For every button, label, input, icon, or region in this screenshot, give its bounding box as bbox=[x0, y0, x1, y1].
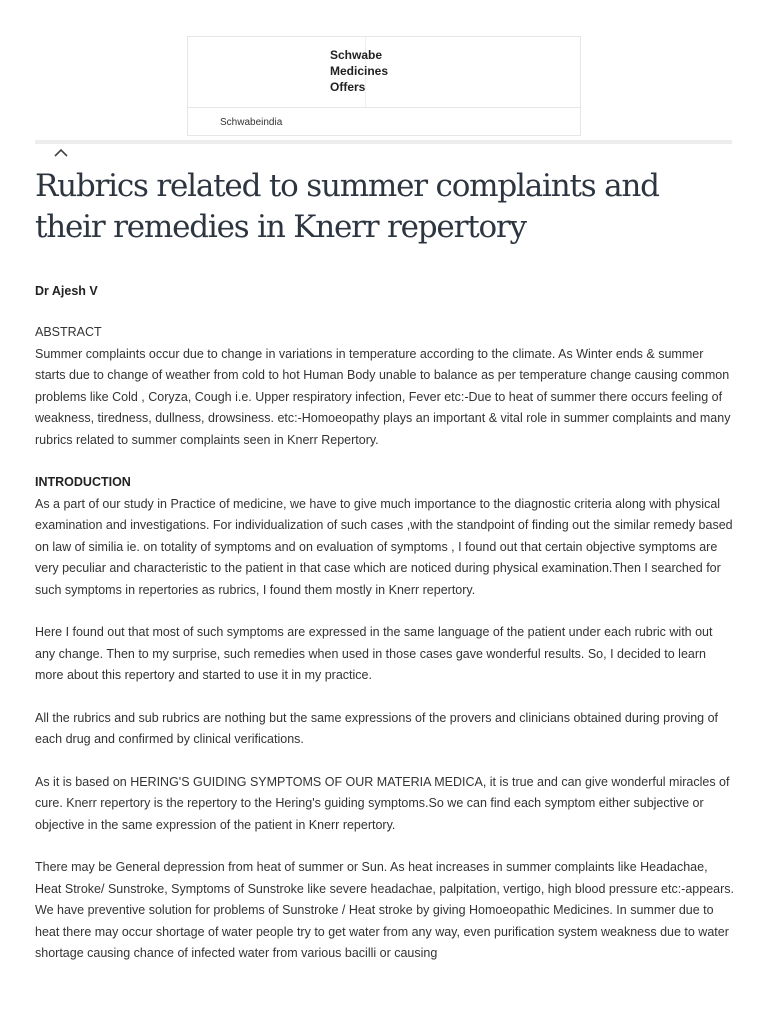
paragraph-2: Here I found out that most of such symptoms are expressed in the same language of the patient under each rubric with out any change. Then to my surprise, such remedies when used in those cases gave wonderful results. So, I decided to learn more about this repertory and started to use it in my practice. bbox=[35, 625, 713, 682]
paragraph bbox=[35, 857, 735, 965]
ad-brand[interactable]: Schwabeindia bbox=[220, 117, 283, 128]
collapse-button[interactable] bbox=[52, 146, 70, 160]
article-title: Rubrics related to summer complaints and their remedies in Knerr repertory bbox=[35, 168, 659, 245]
advertisement-banner[interactable] bbox=[187, 36, 581, 136]
introduction-section bbox=[35, 472, 735, 601]
chevron-up-icon bbox=[52, 146, 70, 160]
abstract-heading: ABSTRACT bbox=[35, 325, 102, 339]
paragraph-3: All the rubrics and sub rubrics are nothing but the same expressions of the provers and clinicians obtained during proving of each drug and confirmed by clinical verifications. bbox=[35, 710, 719, 746]
introduction-heading: INTRODUCTION bbox=[35, 475, 131, 489]
ad-headline[interactable] bbox=[330, 47, 389, 95]
paragraph bbox=[35, 708, 735, 751]
header-rule bbox=[35, 140, 732, 144]
ad-line-3: Offers bbox=[330, 80, 366, 94]
article bbox=[35, 166, 735, 965]
article-author: Dr Ajesh V bbox=[35, 284, 98, 298]
introduction-text: As a part of our study in Practice of medicine, we have to give much importance to the diagnostic criteria along with physical examination and investigations. For individualization of such cases ,with the standpoint of finding out the similar remedy based on law of similia ie. on totality of symptoms and on evaluation of symptoms , I found out that certain objective symptoms are very peculiar and characteristic to the patient in that case which are noticed during physical examination.Then I searched for such symptoms in repertories as rubrics, I found them mostly in Knerr repertory. bbox=[35, 496, 733, 597]
paragraph-4: As it is based on HERING'S GUIDING SYMPTOMS OF OUR MATERIA MEDICA, it is true and can give wonderful miracles of cure. Knerr repertory is the repertory to the Hering's guiding symptoms.So we can find each symptom either subjective or objective in the same expression of the patient in Knerr repertory. bbox=[35, 774, 730, 832]
ad-line-2: Medicines bbox=[330, 64, 389, 78]
ad-line-1: Schwabe bbox=[330, 48, 383, 62]
paragraph bbox=[35, 772, 735, 837]
abstract-section bbox=[35, 322, 735, 451]
ad-image[interactable] bbox=[188, 37, 318, 107]
paragraph bbox=[35, 622, 735, 687]
ad-divider bbox=[188, 107, 580, 108]
abstract-text: Summer complaints occur due to change in variations in temperature according to the climate. As Winter ends & summer starts due to change of weather from cold to hot Human Body unable to balance as per temperature change causing common problems like Cold , Coryza, Cough i.e. Upper respiratory infection, Fever etc:-Due to heat of summer there occurs feeling of weakness, tiredness, dullness, drowsiness. etc:-Homoeopathy plays an important & vital role in summer complaints and many rubrics related to summer complaints seen in Knerr Repertory. bbox=[35, 346, 731, 447]
paragraph-5: There may be General depression from heat of summer or Sun. As heat increases in summer complaints like Headachae, Heat Stroke/ Sunstroke, Symptoms of Sunstroke like severe headachae, palpitation, vertigo, high blood pressure etc:-appears. We have preventive solution for problems of Sunstroke / Heat stroke by giving Homoeopathic Medicines. In summer due to heat there may occur shortage of water people try to get water from any way, even purification system weakness due to water shortage causing chance of infected water from various bacilli or causing bbox=[35, 860, 734, 960]
